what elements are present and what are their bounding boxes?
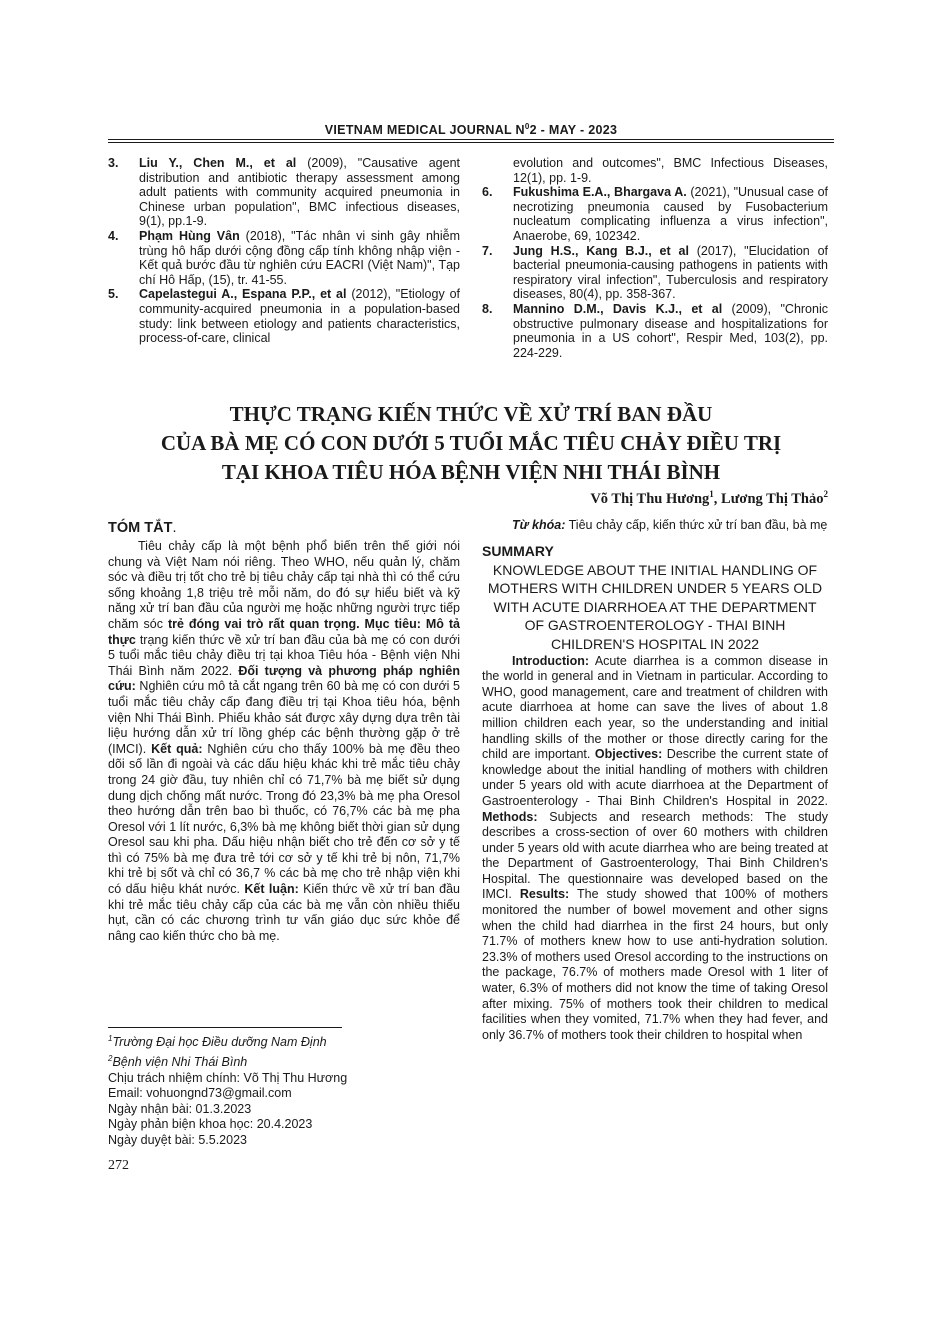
abstract-heading: TÓM TẮT. (108, 520, 177, 536)
references-right-column (482, 156, 828, 360)
accepted-date: Ngày duyệt bài: 5.5.2023 (108, 1132, 247, 1147)
header-rule-thin (108, 142, 834, 143)
abstract-body: Tiêu chảy cấp là một bệnh phổ biến trên thế giới nói chung và Việt Nam nói riêng. Theo WHO, nếu quản lý, chăm sóc và điều trị tốt cho trẻ bị tiêu chảy cấp tại nhà thì có thể cứu sống khoảng 1,8 triệu trẻ mỗi năm, do đó sự hiểu biết và kỹ năng xử trí ban đầu của người mẹ hoặc những người trực tiếp chăm sóc trẻ đóng vai trò rất quan trọng. Mục tiêu: Mô tả thực trạng kiến thức về xử trí ban đầu của bà mẹ có con dưới 5 tuổi mắc tiêu chảy điều trị tại khoa Tiêu hóa - Bệnh viện Nhi Thái Bình năm 2022. Đối tượng và phương pháp nghiên cứu: Nghiên cứu mô tả cắt ngang trên 60 bà mẹ có con dưới 5 tuổi mắc tiêu chảy cấp đang điều trị tại Khoa tiêu hóa, bệnh viện Nhi Thái Bình. Phiếu khảo sát được xây dựng dựa trên tài liệu hướng dẫn xử trí lồng ghép các bệnh thường gặp ở trẻ (IMCI). Kết quả: Nghiên cứu cho thấy 100% bà mẹ đều theo dõi số lần đi ngoài và các dấu hiệu khác khi trẻ mắc tiêu chảy trong 24 giờ đầu, tuy nhiên chỉ có 71,7% bà mẹ biết sử dụng dung dịch chống mất nước. Trong đó 23,3% bà mẹ pha Oresol theo hướng dẫn trên bao bì thuốc, có 76,7% các bà mẹ pha Oresol với 1 lít nước, 6,3% bà mẹ không biết thời gian sử dụng Oresol sau khi pha. Dấu hiệu nhận biết cho trẻ đến cơ sở y tế thì có 75% bà mẹ đưa trẻ tới cơ sở y tế khi trẻ bị nôn, 71,7% khi trẻ bị sốt và chỉ có 36,7 % các bà mẹ cho trẻ nhập viện khi có dấu hiệu khát nước. Kết luận: Kiến thức về xử trí ban đầu khi trẻ mắc tiêu chảy cấp của các bà mẹ vẫn còn nhiều thiếu hụt, cần có các chương trình tư vấn giáo dục sức khỏe để nâng cao kiến thức cho bà mẹ. (108, 539, 460, 943)
affiliation-2: $^2$Bệnh viện Nhi Thái Bình (108, 1053, 248, 1069)
summary-heading: SUMMARY (482, 542, 554, 559)
abstract-vietnamese (108, 520, 460, 944)
reference-continuation: evolution and outcomes", BMC Infectious Diseases, 12(1), pp. 1-9. (513, 156, 828, 185)
received-date: Ngày nhận bài: 01.3.2023 (108, 1101, 252, 1116)
title-line: CỦA BÀ MẸ CÓ CON DƯỚI 5 TUỔI MẮC TIÊU CHẢY ĐIỀU TRỊ (160, 431, 782, 455)
email: Email: vohuongnd73@gmail.com (108, 1086, 292, 1101)
article-title (108, 400, 834, 487)
reference-item: 6. Fukushima E.A., Bhargava A. (2021), "Unusual case of necrotizing pneumonia caused by Fusobacterium nucleatum complicating influenza a virus infection", Anaerobe, 69, 102342. (482, 185, 828, 243)
summary-body: Introduction: Acute diarrhea is a common disease in the world in general and in Vietnam in particular. According to WHO, good management, care and treatment of children with acute diarrhoea at home can save the lives of about 1.8 million children each year, so the understanding and initial handling skills of the mother or those directly caring for the child are important. Objectives: Describe the current state of knowledge about the initial handling of mothers with children under 5 years old with acute diarrhoea at the Department of Gastroenterology - Thai Binh Children's Hospital in 2022. Methods: Subjects and research methods: The study describes a cross-section of over 60 mothers with children under 5 years old with acute diarrhea who are being treated at the Department of Gastroenterology, Thai Binh Children's Hospital. The questionnaire was developed based on the IMCI. Results: The study showed that 100% of mothers monitored the number of bowel movement and other signs when the child had diarrhea in the first 24 hours, but only 71.7% of mothers knew how to use anti-hydration solution. 23.3% of mothers used Oresol according to the instructions on the package, 76.7% of mothers made Oresol with 1 liter of water, 6.3% of mothers did not know the time of taking Oresol after mixing. 75% of mothers took their children to medical facilities when they vomited, 71.7% when they had fever, and only 36.7% of mothers took their children to hospital when (482, 653, 828, 1042)
review-date: Ngày phản biện khoa học: 20.4.2023 (108, 1117, 313, 1132)
right-column (482, 518, 828, 1043)
title-line: TẠI KHOA TIÊU HÓA BỆNH VIỆN NHI THÁI BÌNH (221, 460, 721, 484)
references-left-column (108, 156, 460, 346)
corresponding-author: Chịu trách nhiệm chính: Võ Thị Thu Hương (108, 1070, 348, 1085)
reference-item: 7. Jung H.S., Kang B.J., et al (2017), "Elucidation of bacterial pneumonia-causing pathogens in patients with respiratory viral infection", Tuberculosis and respiratory diseases, 80(4), pp. 358-367. (482, 243, 828, 302)
reference-item: 3. Liu Y., Chen M., et al (2009), "Causative agent distribution and antibiotic therapy assessment among adult patients with community acquired pneumonia in Chinese urban population", BMC infectious diseases, 9(1), pp.1-9. (108, 156, 460, 229)
reference-item: 8. Mannino D.M., Davis K.J., et al (2009), "Chronic obstructive pulmonary disease and hospitalizations for pneumonia in a US cohort", Respir Med, 103(2), pp. 224-229. (482, 301, 828, 360)
title-line: THỰC TRẠNG KIẾN THỨC VỀ XỬ TRÍ BAN ĐẦU (229, 402, 713, 426)
footnotes (108, 1031, 460, 1148)
english-title: KNOWLEDGE ABOUT THE INITIAL HANDLING OF MOTHERS WITH CHILDREN UNDER 5 YEARS OLD WITH ACUTE DIARRHOEA AT THE DEPARTMENT OF GASTROENTEROLOGY - THAI BINH CHILDREN'S HOSPITAL IN 2022 (487, 561, 823, 652)
affiliation-1: $^1$Trường Đại học Điều dưỡng Nam Định (108, 1034, 327, 1050)
authors: Võ Thị Thu Hương$^1$, Lương Thị Thảo$^2$ (590, 489, 828, 507)
page-number: 272 (108, 1158, 129, 1173)
journal-header: VIETNAM MEDICAL JOURNAL $N^02$ - MAY - 2023 (324, 122, 618, 138)
keywords: Từ khóa: Tiêu chảy cấp, kiến thức xử trí ban đầu, bà mẹ (512, 518, 828, 532)
footnote-rule (108, 1027, 342, 1028)
reference-item: 4. Phạm Hùng Vân (2018), "Tác nhân vi sinh gây nhiễm trùng hô hấp dưới cộng đồng cấp tính không nhập viện - Kết quả bước đầu từ nghiên cứu EACRI (Việt Nam)", Tạp chí Hô Hấp, (15), tr. 41-55. (108, 228, 461, 287)
reference-item: 5. Capelastegui A., Espana P.P., et al (2012), "Etiology of community-acquired pneumonia in a population-based study: link between etiology and patients characteristics, process-of-care, clinical (108, 287, 460, 346)
header-rule (108, 139, 834, 140)
